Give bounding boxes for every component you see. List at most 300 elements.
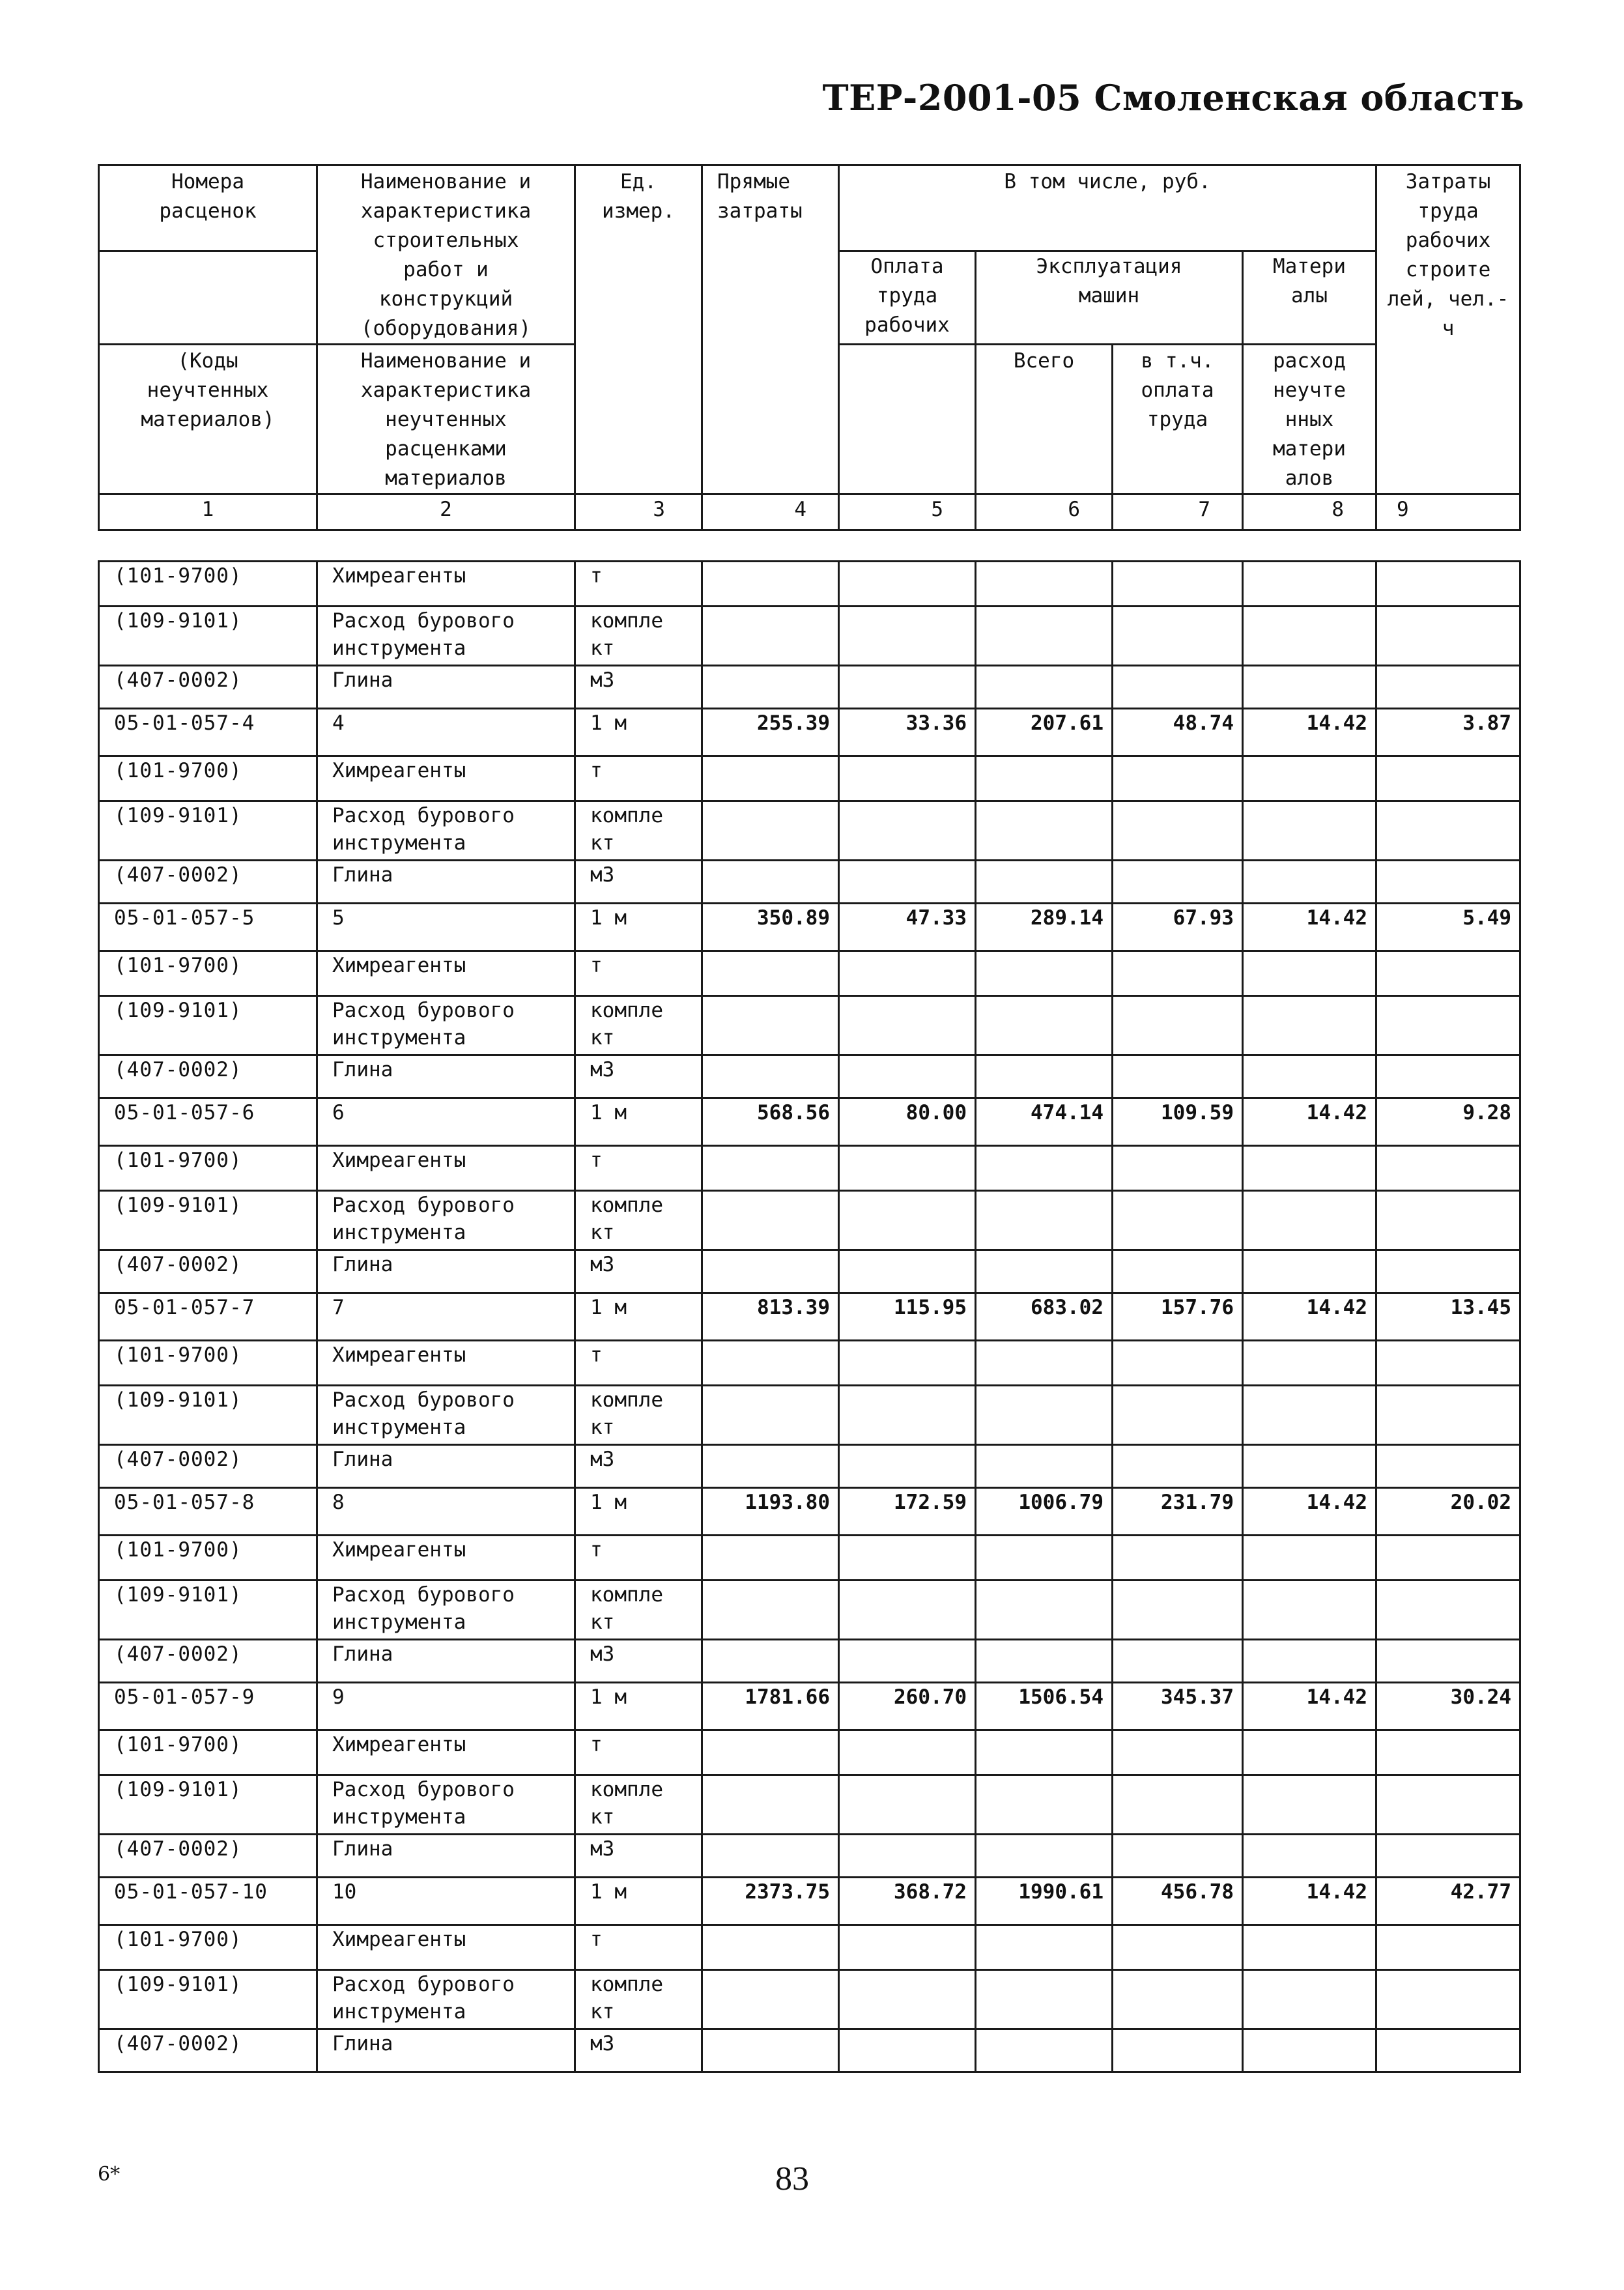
empty-cell	[976, 562, 1113, 607]
material-name: Химреагенты	[317, 1730, 575, 1775]
rate-name: 7	[317, 1293, 575, 1341]
empty-cell	[976, 1536, 1113, 1581]
material-name: Глина	[317, 1055, 575, 1098]
empty-cell	[1376, 1970, 1520, 2029]
empty-cell	[1113, 861, 1243, 904]
material-code: (407-0002)	[99, 666, 317, 709]
empty-cell	[1243, 801, 1376, 861]
material-unit: м3	[575, 861, 702, 904]
empty-cell	[839, 1640, 976, 1683]
material-row	[99, 996, 1520, 1055]
column-number: 4	[702, 494, 839, 530]
machines-labor: 157.76	[1113, 1293, 1243, 1341]
rate-unit: 1 м	[575, 1683, 702, 1730]
material-name: Глина	[317, 1445, 575, 1488]
rate-unit: 1 м	[575, 904, 702, 951]
machines-labor: 231.79	[1113, 1488, 1243, 1536]
empty-cell	[1243, 1581, 1376, 1640]
empty-cell	[702, 1191, 839, 1250]
empty-cell	[1243, 1536, 1376, 1581]
worker-pay: 115.95	[839, 1293, 976, 1341]
material-row	[99, 1640, 1520, 1683]
empty-cell	[1243, 861, 1376, 904]
header-unaccounted-codes: (Коды неучтенных материалов)	[99, 345, 317, 494]
page-number: 83	[775, 2160, 809, 2197]
rate-name: 10	[317, 1878, 575, 1925]
empty-cell	[702, 801, 839, 861]
rate-unit: 1 м	[575, 1488, 702, 1536]
material-row	[99, 1341, 1520, 1386]
material-row	[99, 1925, 1520, 1970]
material-unit: м3	[575, 2029, 702, 2072]
material-unit: т	[575, 951, 702, 996]
empty-cell	[1376, 1386, 1520, 1445]
empty-cell	[976, 1581, 1113, 1640]
empty-cell	[1376, 2029, 1520, 2072]
rate-code: 05-01-057-7	[99, 1293, 317, 1341]
labor-hours: 3.87	[1376, 709, 1520, 756]
empty-cell	[702, 1445, 839, 1488]
empty-cell	[1376, 562, 1520, 607]
direct-costs: 1781.66	[702, 1683, 839, 1730]
rate-unit: 1 м	[575, 709, 702, 756]
header-unit: Ед. измер.	[575, 165, 702, 494]
empty-cell	[976, 756, 1113, 801]
empty-cell	[702, 756, 839, 801]
direct-costs: 255.39	[702, 709, 839, 756]
empty-cell	[1243, 996, 1376, 1055]
empty-cell	[702, 607, 839, 666]
machines-total: 474.14	[976, 1098, 1113, 1146]
empty-cell	[839, 1445, 976, 1488]
header-rate-numbers-spacer	[99, 251, 317, 345]
material-row	[99, 1970, 1520, 2029]
material-code: (407-0002)	[99, 2029, 317, 2072]
empty-cell	[976, 1775, 1113, 1835]
material-unit: компле кт	[575, 1386, 702, 1445]
rate-row	[99, 1878, 1520, 1925]
material-unit: компле кт	[575, 607, 702, 666]
direct-costs: 2373.75	[702, 1878, 839, 1925]
empty-cell	[976, 1835, 1113, 1878]
rate-unit: 1 м	[575, 1098, 702, 1146]
worker-pay: 33.36	[839, 709, 976, 756]
empty-cell	[839, 996, 976, 1055]
column-number: 9	[1376, 494, 1520, 530]
rate-code: 05-01-057-10	[99, 1878, 317, 1925]
empty-cell	[702, 1341, 839, 1386]
material-row	[99, 1536, 1520, 1581]
material-code: (101-9700)	[99, 756, 317, 801]
material-unit: компле кт	[575, 1775, 702, 1835]
empty-cell	[1113, 996, 1243, 1055]
empty-cell	[1243, 1146, 1376, 1191]
empty-cell	[976, 1445, 1113, 1488]
material-name: Расход бурового инструмента	[317, 1191, 575, 1250]
empty-cell	[1243, 1775, 1376, 1835]
empty-cell	[1243, 1250, 1376, 1293]
empty-cell	[976, 861, 1113, 904]
material-name: Глина	[317, 1835, 575, 1878]
worker-pay: 80.00	[839, 1098, 976, 1146]
material-name: Химреагенты	[317, 1925, 575, 1970]
empty-cell	[976, 1925, 1113, 1970]
empty-cell	[1113, 756, 1243, 801]
empty-cell	[839, 1146, 976, 1191]
material-unit: т	[575, 562, 702, 607]
empty-cell	[976, 1386, 1113, 1445]
rate-code: 05-01-057-9	[99, 1683, 317, 1730]
material-unit: т	[575, 1730, 702, 1775]
rate-code: 05-01-057-8	[99, 1488, 317, 1536]
empty-cell	[1113, 562, 1243, 607]
empty-cell	[976, 1146, 1113, 1191]
material-row	[99, 1146, 1520, 1191]
material-row	[99, 801, 1520, 861]
header-worker-pay: Оплата труда рабочих	[839, 251, 976, 345]
material-code: (109-9101)	[99, 996, 317, 1055]
material-unit: м3	[575, 1250, 702, 1293]
empty-cell	[1376, 1775, 1520, 1835]
direct-costs: 350.89	[702, 904, 839, 951]
column-number: 3	[575, 494, 702, 530]
rate-name: 9	[317, 1683, 575, 1730]
empty-cell	[839, 1925, 976, 1970]
empty-cell	[976, 1640, 1113, 1683]
rate-row	[99, 709, 1520, 756]
column-number: 7	[1113, 494, 1243, 530]
empty-cell	[976, 996, 1113, 1055]
material-name: Глина	[317, 1250, 575, 1293]
empty-cell	[1376, 801, 1520, 861]
material-row	[99, 1191, 1520, 1250]
empty-cell	[1243, 1925, 1376, 1970]
empty-cell	[1376, 861, 1520, 904]
empty-cell	[1113, 2029, 1243, 2072]
material-name: Химреагенты	[317, 1146, 575, 1191]
empty-cell	[1113, 1970, 1243, 2029]
empty-cell	[839, 607, 976, 666]
header-unaccounted-consumption: расход неучте нных матери алов	[1243, 345, 1376, 494]
column-number: 1	[99, 494, 317, 530]
empty-cell	[1113, 1191, 1243, 1250]
empty-cell	[839, 1970, 976, 2029]
material-name: Расход бурового инструмента	[317, 607, 575, 666]
material-unit: м3	[575, 1640, 702, 1683]
machines-labor: 48.74	[1113, 709, 1243, 756]
empty-cell	[1243, 1640, 1376, 1683]
empty-cell	[1113, 666, 1243, 709]
labor-hours: 20.02	[1376, 1488, 1520, 1536]
empty-cell	[1113, 1386, 1243, 1445]
worker-pay: 368.72	[839, 1878, 976, 1925]
empty-cell	[839, 1581, 976, 1640]
materials-cost: 14.42	[1243, 1878, 1376, 1925]
material-code: (109-9101)	[99, 1581, 317, 1640]
empty-cell	[1376, 1730, 1520, 1775]
empty-cell	[1376, 1445, 1520, 1488]
materials-cost: 14.42	[1243, 1098, 1376, 1146]
empty-cell	[839, 1250, 976, 1293]
material-code: (407-0002)	[99, 861, 317, 904]
material-name: Глина	[317, 2029, 575, 2072]
empty-cell	[839, 861, 976, 904]
material-name: Расход бурового инструмента	[317, 996, 575, 1055]
labor-hours: 30.24	[1376, 1683, 1520, 1730]
empty-cell	[1243, 1835, 1376, 1878]
material-name: Химреагенты	[317, 1341, 575, 1386]
material-unit: компле кт	[575, 1581, 702, 1640]
material-unit: м3	[575, 666, 702, 709]
empty-cell	[1376, 1250, 1520, 1293]
empty-cell	[702, 666, 839, 709]
material-name: Расход бурового инструмента	[317, 801, 575, 861]
empty-cell	[839, 1775, 976, 1835]
empty-cell	[1376, 607, 1520, 666]
material-name: Глина	[317, 861, 575, 904]
material-code: (407-0002)	[99, 1055, 317, 1098]
material-code: (407-0002)	[99, 1640, 317, 1683]
material-name: Химреагенты	[317, 1536, 575, 1581]
material-code: (109-9101)	[99, 1386, 317, 1445]
rate-name: 8	[317, 1488, 575, 1536]
machines-labor: 109.59	[1113, 1098, 1243, 1146]
material-unit: м3	[575, 1835, 702, 1878]
header-including-group: В том числе, руб.	[839, 165, 1376, 251]
materials-cost: 14.42	[1243, 709, 1376, 756]
labor-hours: 5.49	[1376, 904, 1520, 951]
empty-cell	[976, 607, 1113, 666]
labor-hours: 9.28	[1376, 1098, 1520, 1146]
empty-cell	[1113, 951, 1243, 996]
empty-cell	[1113, 1775, 1243, 1835]
rate-code: 05-01-057-5	[99, 904, 317, 951]
empty-cell	[702, 1536, 839, 1581]
empty-cell	[1376, 1640, 1520, 1683]
machines-total: 683.02	[976, 1293, 1113, 1341]
empty-cell	[1113, 1250, 1243, 1293]
empty-cell	[976, 801, 1113, 861]
machines-total: 1990.61	[976, 1878, 1113, 1925]
empty-cell	[1113, 1925, 1243, 1970]
empty-cell	[1113, 607, 1243, 666]
material-unit: т	[575, 1341, 702, 1386]
worker-pay: 172.59	[839, 1488, 976, 1536]
direct-costs: 568.56	[702, 1098, 839, 1146]
empty-cell	[1113, 1835, 1243, 1878]
empty-cell	[1243, 562, 1376, 607]
column-number: 6	[976, 494, 1113, 530]
empty-cell	[1376, 996, 1520, 1055]
machines-total: 207.61	[976, 709, 1113, 756]
empty-cell	[976, 1055, 1113, 1098]
empty-cell	[839, 1536, 976, 1581]
empty-cell	[702, 562, 839, 607]
header-unaccounted-name: Наименование и характеристика неучтенных расценками материалов	[317, 345, 575, 494]
materials-cost: 14.42	[1243, 1683, 1376, 1730]
material-row	[99, 1730, 1520, 1775]
material-row	[99, 1835, 1520, 1878]
direct-costs: 1193.80	[702, 1488, 839, 1536]
empty-cell	[1113, 1640, 1243, 1683]
empty-cell	[976, 1970, 1113, 2029]
empty-cell	[1376, 756, 1520, 801]
empty-cell	[702, 1581, 839, 1640]
rate-unit: 1 м	[575, 1293, 702, 1341]
empty-cell	[702, 1640, 839, 1683]
empty-cell	[1243, 1970, 1376, 2029]
header-labor-hours: Затраты труда рабочих строите лей, чел.-ч	[1376, 165, 1520, 494]
material-unit: т	[575, 1536, 702, 1581]
material-code: (109-9101)	[99, 1970, 317, 2029]
material-row	[99, 1055, 1520, 1098]
material-unit: м3	[575, 1445, 702, 1488]
empty-cell	[702, 1925, 839, 1970]
material-unit: т	[575, 1925, 702, 1970]
machines-total: 1006.79	[976, 1488, 1113, 1536]
material-name: Расход бурового инструмента	[317, 1581, 575, 1640]
material-code: (101-9700)	[99, 1341, 317, 1386]
empty-cell	[1243, 951, 1376, 996]
header-worker-pay-spacer	[839, 345, 976, 494]
material-unit: компле кт	[575, 996, 702, 1055]
empty-cell	[1113, 1055, 1243, 1098]
material-name: Глина	[317, 666, 575, 709]
header-work-name: Наименование и характеристика строительных работ и конструкций (оборудования)	[317, 165, 575, 345]
empty-cell	[1376, 1581, 1520, 1640]
material-name: Химреагенты	[317, 756, 575, 801]
column-number: 2	[317, 494, 575, 530]
empty-cell	[1376, 951, 1520, 996]
footer-mark: 6*	[98, 2163, 121, 2186]
empty-cell	[1243, 607, 1376, 666]
material-code: (101-9700)	[99, 951, 317, 996]
empty-cell	[1243, 666, 1376, 709]
empty-cell	[976, 1730, 1113, 1775]
material-row	[99, 951, 1520, 996]
material-name: Расход бурового инструмента	[317, 1775, 575, 1835]
empty-cell	[839, 756, 976, 801]
empty-cell	[976, 1191, 1113, 1250]
machines-labor: 67.93	[1113, 904, 1243, 951]
empty-cell	[702, 861, 839, 904]
labor-hours: 13.45	[1376, 1293, 1520, 1341]
worker-pay: 47.33	[839, 904, 976, 951]
material-row	[99, 562, 1520, 607]
material-name: Химреагенты	[317, 951, 575, 996]
empty-cell	[839, 1835, 976, 1878]
material-unit: компле кт	[575, 1191, 702, 1250]
empty-cell	[1376, 1536, 1520, 1581]
material-code: (101-9700)	[99, 1536, 317, 1581]
empty-cell	[976, 2029, 1113, 2072]
empty-cell	[1376, 1341, 1520, 1386]
column-number: 8	[1243, 494, 1376, 530]
empty-cell	[1243, 1341, 1376, 1386]
material-unit: м3	[575, 1055, 702, 1098]
empty-cell	[1376, 1055, 1520, 1098]
material-code: (109-9101)	[99, 607, 317, 666]
empty-cell	[839, 666, 976, 709]
empty-cell	[976, 666, 1113, 709]
rate-row	[99, 1098, 1520, 1146]
machines-labor: 345.37	[1113, 1683, 1243, 1730]
material-code: (101-9700)	[99, 1146, 317, 1191]
header-table	[98, 164, 1521, 531]
empty-cell	[702, 996, 839, 1055]
header-rate-numbers: Номера расценок	[99, 165, 317, 251]
material-name: Расход бурового инструмента	[317, 1386, 575, 1445]
empty-cell	[1113, 1730, 1243, 1775]
empty-cell	[1113, 801, 1243, 861]
empty-cell	[1113, 1146, 1243, 1191]
material-code: (101-9700)	[99, 1730, 317, 1775]
empty-cell	[1243, 1386, 1376, 1445]
material-unit: т	[575, 1146, 702, 1191]
material-code: (407-0002)	[99, 1445, 317, 1488]
material-code: (407-0002)	[99, 1835, 317, 1878]
empty-cell	[1376, 1925, 1520, 1970]
empty-cell	[702, 951, 839, 996]
material-name: Расход бурового инструмента	[317, 1970, 575, 2029]
empty-cell	[702, 1835, 839, 1878]
rate-row	[99, 1488, 1520, 1536]
empty-cell	[1113, 1536, 1243, 1581]
empty-cell	[976, 1250, 1113, 1293]
empty-cell	[839, 1386, 976, 1445]
material-code: (109-9101)	[99, 1775, 317, 1835]
empty-cell	[839, 801, 976, 861]
rate-row	[99, 904, 1520, 951]
empty-cell	[1113, 1445, 1243, 1488]
empty-cell	[1243, 1730, 1376, 1775]
header-machines-group: Эксплуатация машин	[976, 251, 1243, 345]
rate-row	[99, 1683, 1520, 1730]
empty-cell	[1113, 1581, 1243, 1640]
empty-cell	[1243, 2029, 1376, 2072]
material-row	[99, 861, 1520, 904]
rates-table	[98, 560, 1521, 2073]
empty-cell	[1243, 1445, 1376, 1488]
column-number: 5	[839, 494, 976, 530]
empty-cell	[1376, 1146, 1520, 1191]
material-row	[99, 756, 1520, 801]
rate-name: 4	[317, 709, 575, 756]
header-machines-total: Всего	[976, 345, 1113, 494]
rate-row	[99, 1293, 1520, 1341]
material-name: Глина	[317, 1640, 575, 1683]
empty-cell	[1376, 1191, 1520, 1250]
empty-cell	[702, 1055, 839, 1098]
empty-cell	[839, 1055, 976, 1098]
empty-cell	[976, 951, 1113, 996]
material-code: (407-0002)	[99, 1250, 317, 1293]
empty-cell	[702, 1146, 839, 1191]
machines-total: 1506.54	[976, 1683, 1113, 1730]
direct-costs: 813.39	[702, 1293, 839, 1341]
machines-total: 289.14	[976, 904, 1113, 951]
materials-cost: 14.42	[1243, 904, 1376, 951]
rate-code: 05-01-057-6	[99, 1098, 317, 1146]
empty-cell	[839, 562, 976, 607]
empty-cell	[1376, 1835, 1520, 1878]
materials-cost: 14.42	[1243, 1293, 1376, 1341]
material-code: (109-9101)	[99, 801, 317, 861]
material-unit: компле кт	[575, 1970, 702, 2029]
material-code: (109-9101)	[99, 1191, 317, 1250]
worker-pay: 260.70	[839, 1683, 976, 1730]
material-row	[99, 607, 1520, 666]
